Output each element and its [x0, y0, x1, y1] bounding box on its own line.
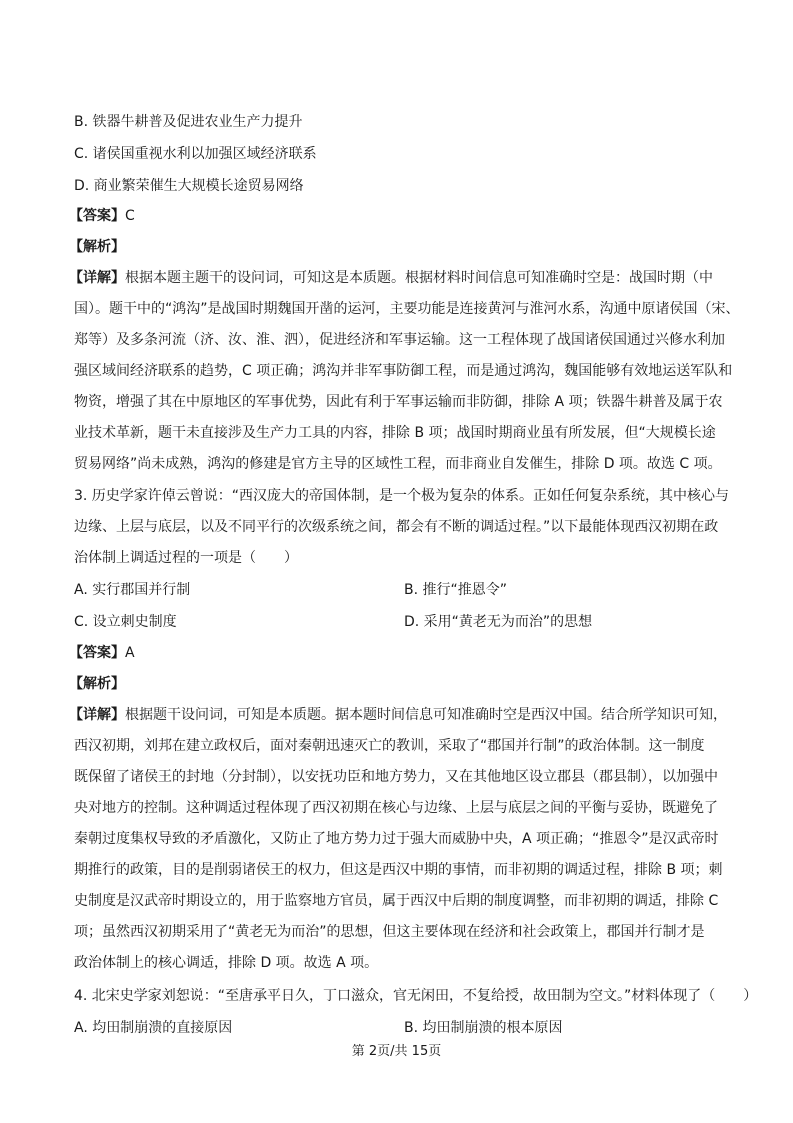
- detail-line: 物资，增强了其在中原地区的军事优势，因此有利于军事运输而非防御，排除 A 项；铁器牛耕普及属于农: [74, 394, 723, 410]
- detail-line: 业技术革新，题干未直接涉及生产力工具的内容，排除 B 项；战国时期商业虽有所发展，但“大规模长途: [74, 425, 716, 441]
- answer-line: [69, 206, 135, 226]
- answer-tag: 【答案】: [69, 645, 125, 661]
- detail-line: 贸易网络”尚未成熟，鸿沟的修建是官方主导的区域性工程，而非商业自发催生，排除 D 项。故选 C 项。: [74, 456, 722, 472]
- option-b: B. 均田制崩溃的根本原因: [404, 1020, 563, 1036]
- detail-line: 央对地方的控制。这种调适过程体现了西汉初期在核心与边缘、上层与底层之间的平衡与妥协，既避免了: [74, 800, 718, 816]
- question-stem: 治体制上调适过程的一项是（ ）: [74, 550, 298, 566]
- option-a: A. 均田制崩溃的直接原因: [74, 1020, 233, 1036]
- option-b: B. 推行“推恩令”: [404, 582, 508, 598]
- detail-line: [69, 268, 713, 288]
- analysis-tag: [69, 674, 125, 694]
- detail-line: 史制度是汉武帝时期设立的，用于监察地方官员，属于西汉中后期的制度调整，而非初期的调适，排除 C: [74, 893, 719, 909]
- detail-line: 既保留了诸侯王的封地（分封制），以安抚功臣和地方势力，又在其他地区设立郡县（郡县制），以加强中: [74, 769, 718, 785]
- detail-text: 根据本题主题干的设问词，可知这是本质题。根据材料时间信息可知准确时空是：战国时期（中: [125, 270, 713, 286]
- detail-line: 国）。题干中的“鸿沟”是战国时期魏国开凿的运河，主要功能是连接黄河与淮河水系，沟通中原诸侯国（宋、: [74, 301, 740, 317]
- detail-tag: 【详解】: [69, 707, 125, 723]
- detail-line: 郑等）及多条河流（济、汝、淮、泗），促进经济和军事运输。这一工程体现了战国诸侯国通过兴修水利加: [74, 332, 725, 348]
- answer-tag: 【答案】: [69, 208, 125, 224]
- answer-value: A: [125, 645, 135, 661]
- analysis-label: 【解析】: [69, 676, 125, 692]
- detail-text: 根据题干设问词，可知是本质题。据本题时间信息可知准确时空是西汉中国。结合所学知识可知，: [125, 707, 727, 723]
- answer-line: [69, 643, 135, 663]
- question-stem: 3. 历史学家许倬云曾说：“西汉庞大的帝国体制，是一个极为复杂的体系。正如任何复杂系统，其中核心与: [74, 488, 730, 504]
- option-d: D. 商业繁荣催生大规模长途贸易网络: [74, 178, 304, 194]
- detail-line: [69, 705, 727, 725]
- detail-line: 秦朝过度集权导致的矛盾激化，又防止了地方势力过于强大而威胁中央，A 项正确；“推恩令”是汉武帝时: [74, 831, 719, 847]
- option-c: C. 诸侯国重视水利以加强区域经济联系: [74, 146, 317, 162]
- question-stem: 边缘、上层与底层，以及不同平行的次级系统之间，都会有不断的调适过程。”以下最能体现西汉初期在政: [74, 519, 719, 535]
- option-c: C. 设立刺史制度: [74, 614, 177, 630]
- detail-line: 政治体制上的核心调适，排除 D 项。故选 A 项。: [74, 955, 379, 971]
- answer-value: C: [125, 208, 135, 224]
- analysis-label: 【解析】: [69, 239, 125, 255]
- detail-line: 强区域间经济联系的趋势，C 项正确；鸿沟并非军事防御工程，而是通过鸿沟，魏国能够有效地运送军队和: [74, 363, 733, 379]
- option-d: D. 采用“黄老无为而治”的思想: [404, 614, 593, 630]
- detail-line: 项；虽然西汉初期采用了“黄老无为而治”的思想，但这主要体现在经济和社会政策上，郡国并行制才是: [74, 924, 705, 940]
- detail-tag: 【详解】: [69, 270, 125, 286]
- analysis-tag: [69, 237, 125, 257]
- option-b: B. 铁器牛耕普及促进农业生产力提升: [74, 114, 303, 130]
- page-footer: 第 2页/共 15页: [351, 1044, 442, 1059]
- detail-line: 西汉初期，刘邦在建立政权后，面对秦朝迅速灭亡的教训，采取了“郡国并行制”的政治体制。这一制度: [74, 738, 705, 754]
- detail-line: 期推行的政策，目的是削弱诸侯王的权力，但这是西汉中期的事情，而非初期的调适过程，排除 B 项；刺: [74, 862, 723, 878]
- question-stem: 4. 北宋史学家刘恕说：“至唐承平日久，丁口滋众，官无闲田，不复给授，故田制为空文。”材料体现了（ ）: [74, 988, 758, 1004]
- option-a: A. 实行郡国并行制: [74, 582, 191, 598]
